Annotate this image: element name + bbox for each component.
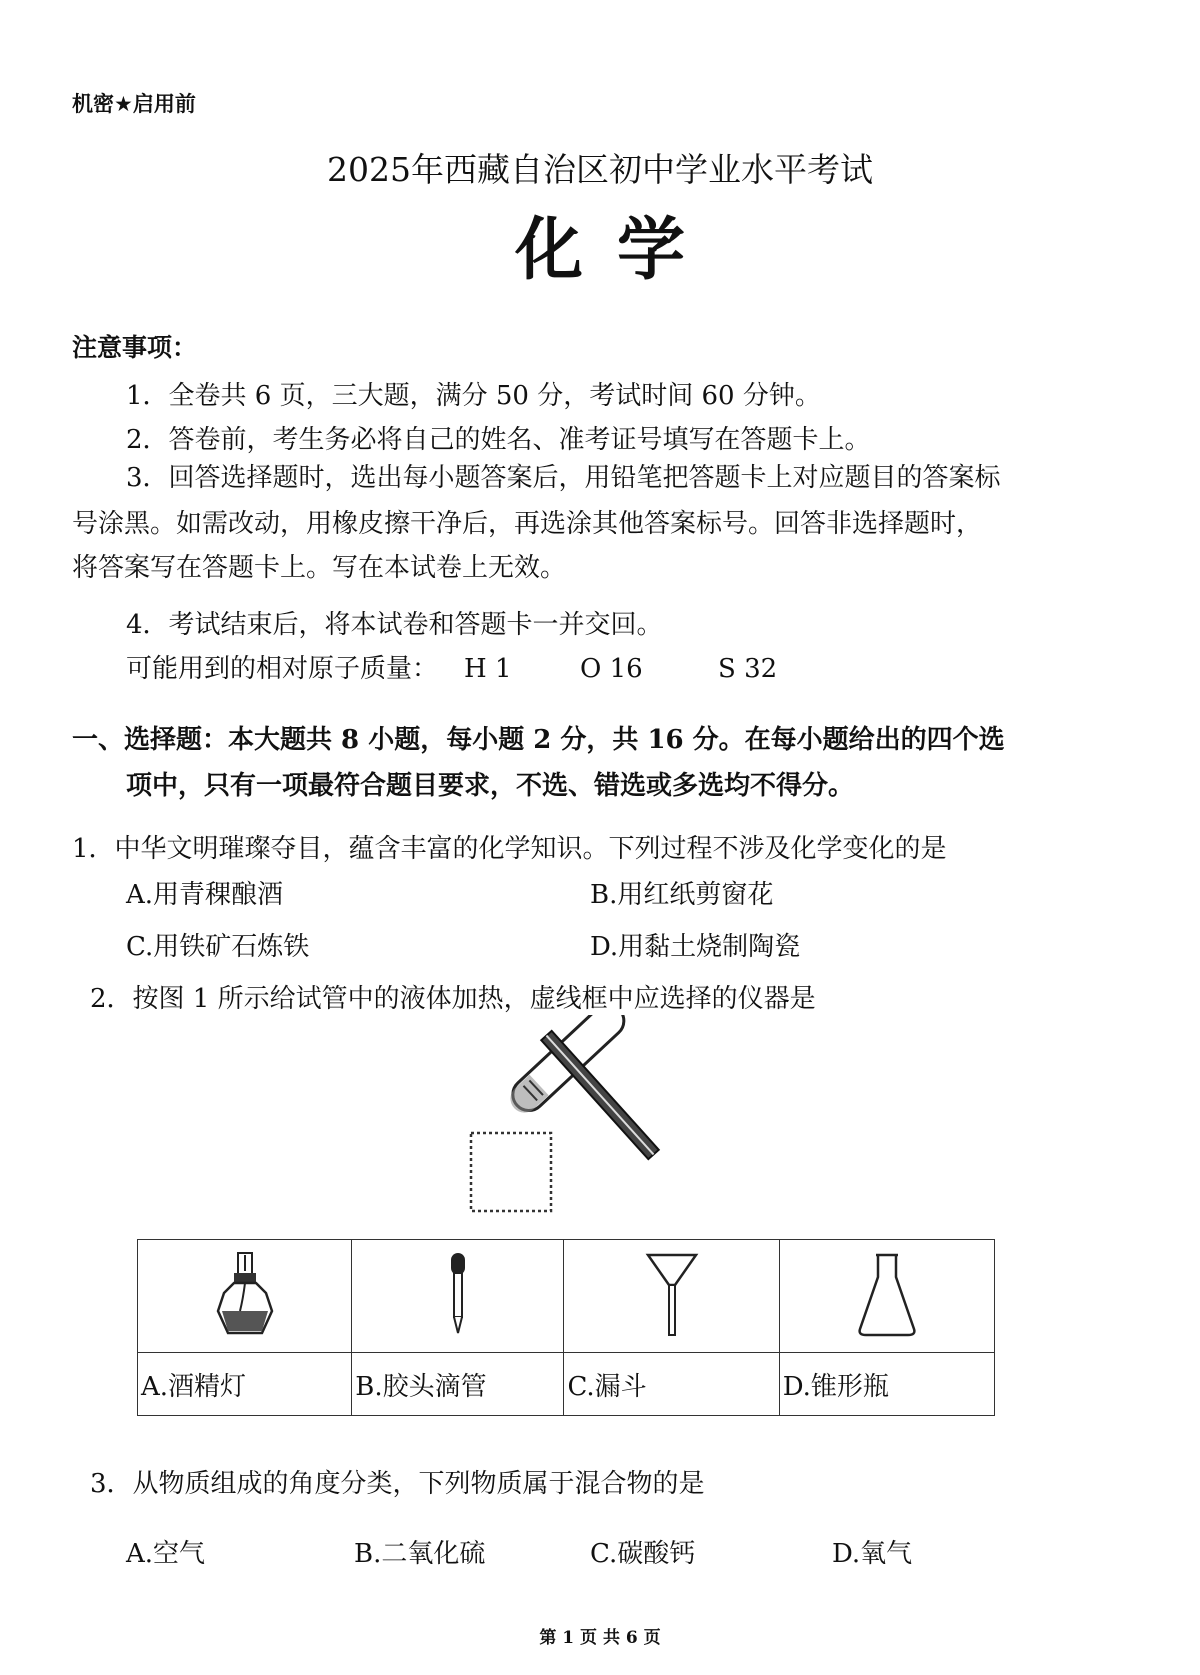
- notice-item-3-line-3: 将答案写在答题卡上。写在本试卷上无效。: [72, 553, 567, 583]
- question-1-option-a: A.用青稞酿酒: [126, 880, 284, 910]
- atomic-mass-o: O 16: [580, 654, 643, 684]
- notice-item-4: 4．考试结束后，将本试卷和答题卡一并交回。: [126, 610, 663, 640]
- page-footer: 第 1 页 共 6 页: [539, 1628, 661, 1648]
- question-2-stem: 2．按图 1 所示给试管中的液体加热，虚线框中应选择的仪器是: [90, 984, 816, 1014]
- option-c-label: C.漏斗: [564, 1353, 779, 1416]
- notice-heading: 注意事项：: [72, 333, 198, 362]
- notice-item-2: 2．答卷前，考生务必将自己的姓名、准考证号填写在答题卡上。: [126, 425, 871, 455]
- atomic-mass-h: H 1: [464, 654, 512, 684]
- question-3-option-d: D.氧气: [832, 1539, 913, 1569]
- subject-title: 化学: [514, 210, 719, 290]
- conical-flask-icon: [852, 1249, 922, 1339]
- section-1-heading-line-2: 项中，只有一项最符合题目要求，不选、错选或多选均不得分。: [126, 771, 855, 801]
- atomic-mass-label: 可能用到的相对原子质量：: [126, 654, 439, 684]
- question-1-option-c: C.用铁矿石炼铁: [126, 932, 310, 962]
- question-1-option-d: D.用黏土烧制陶瓷: [590, 932, 801, 962]
- option-b-image-cell: [352, 1240, 564, 1353]
- question-1-stem: 1．中华文明璀璨夺目，蕴含丰富的化学知识。下列过程不涉及化学变化的是: [72, 834, 947, 864]
- question-3-option-a: A.空气: [126, 1539, 206, 1569]
- option-b-label: B.胶头滴管: [352, 1353, 564, 1416]
- funnel-icon: [642, 1249, 702, 1339]
- option-a-image-cell: [138, 1240, 352, 1353]
- alcohol-lamp-icon: [210, 1249, 280, 1339]
- question-3-option-c: C.碳酸钙: [590, 1539, 696, 1569]
- notice-item-3-line-2: 号涂黑。如需改动，用橡皮擦干净后，再选涂其他答案标号。回答非选择题时，: [72, 509, 983, 539]
- option-d-label: D.锥形瓶: [779, 1353, 994, 1416]
- question-3-stem: 3．从物质组成的角度分类，下列物质属于混合物的是: [90, 1469, 705, 1499]
- option-d-image-cell: [779, 1240, 994, 1353]
- notice-item-1: 1．全卷共 6 页，三大题，满分 50 分，考试时间 60 分钟。: [126, 381, 821, 411]
- atomic-mass-s: S 32: [718, 654, 778, 684]
- section-1-heading-line-1: 一、选择题：本大题共 8 小题，每小题 2 分，共 16 分。在每小题给出的四个选: [72, 725, 1005, 755]
- dropper-icon: [443, 1249, 473, 1339]
- figure-1-test-tube-heating: [455, 1015, 690, 1230]
- question-2-options-table: [137, 1239, 995, 1416]
- notice-item-3-line-1: 3．回答选择题时，选出每小题答案后，用铅笔把答题卡上对应题目的答案标: [126, 463, 1001, 493]
- option-a-label: A.酒精灯: [138, 1353, 352, 1416]
- confidential-label: 机密★启用前: [72, 92, 196, 116]
- exam-title: 2025年西藏自治区初中学业水平考试: [327, 150, 873, 189]
- option-c-image-cell: [564, 1240, 779, 1353]
- question-3-option-b: B.二氧化硫: [354, 1539, 486, 1569]
- question-1-option-b: B.用红纸剪窗花: [590, 880, 774, 910]
